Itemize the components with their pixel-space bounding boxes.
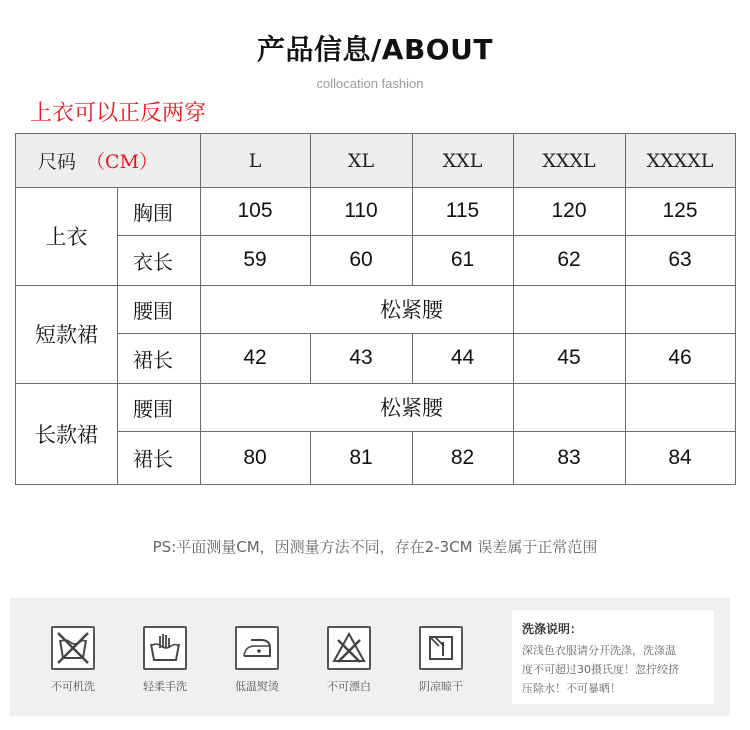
size-header-cell <box>16 134 200 187</box>
value-cell: 82 <box>450 445 475 469</box>
row-label-length: 衣长 <box>133 249 173 274</box>
group-label-short-skirt: 短款裙 <box>35 323 98 347</box>
low-iron-icon <box>235 626 279 670</box>
care-label: 阴凉晾干 <box>419 680 463 693</box>
size-col-xl: XL <box>347 149 375 172</box>
value-cell: 45 <box>557 346 581 369</box>
row-label-skirt-length: 裙长 <box>133 347 173 372</box>
wash-instructions-line: 度不可超过30摄氏度！忽拧绞挤 <box>522 663 679 676</box>
value-cell: 125 <box>662 199 698 222</box>
care-item-low-iron <box>222 626 292 694</box>
value-cell: 115 <box>445 199 480 222</box>
value-cell: 43 <box>349 346 373 369</box>
page-title: 产品信息/ABOUT <box>257 33 493 66</box>
group-label-long-skirt: 长款裙 <box>35 422 98 447</box>
no-machine-wash-icon <box>51 626 95 670</box>
value-cell: 60 <box>349 248 373 271</box>
wash-instructions-text <box>522 641 704 698</box>
group-label-top: 上衣 <box>45 225 88 249</box>
care-item-shade-dry <box>406 626 476 694</box>
value-cell: 44 <box>450 346 475 369</box>
care-item-no-machine-wash <box>38 626 108 694</box>
wash-instructions-box <box>512 610 714 704</box>
no-bleach-icon <box>327 626 371 670</box>
care-panel <box>10 598 730 716</box>
wash-instructions-line: 深浅色衣服请分开洗涤，洗涤温 <box>522 644 676 657</box>
care-label: 不可漂白 <box>327 680 371 693</box>
hand-wash-icon <box>143 626 187 670</box>
row-label-waist: 腰围 <box>133 298 173 323</box>
size-col-xxxxl: XXXXL <box>646 149 714 172</box>
value-cell: 83 <box>557 445 581 469</box>
row-label-skirt-length: 裙长 <box>133 447 173 471</box>
value-cell: 84 <box>668 445 692 469</box>
care-label: 不可机洗 <box>51 680 95 693</box>
size-table <box>15 133 736 485</box>
value-cell: 110 <box>344 199 378 222</box>
wash-instructions-title: 洗涤说明： <box>522 622 583 636</box>
value-cell: 63 <box>668 248 692 271</box>
value-cell: 61 <box>450 248 475 271</box>
row-label-chest: 胸围 <box>133 200 173 225</box>
size-col-xxl: XXL <box>442 149 483 172</box>
merged-waist-cell: 松紧腰 <box>380 396 443 420</box>
value-cell: 42 <box>243 346 267 369</box>
measurement-note: PS:平面测量CM，因测量方法不同，存在2-3CM 误差属于正常范围 <box>152 538 598 556</box>
page-subtitle: collocation fashion <box>316 76 424 91</box>
value-cell: 105 <box>237 199 273 222</box>
size-col-xxxl: XXXL <box>542 149 596 172</box>
value-cell: 81 <box>349 445 373 469</box>
shade-dry-icon <box>419 626 463 670</box>
wash-instructions-line: 压除水！不可暴晒！ <box>522 682 621 695</box>
care-item-hand-wash <box>130 626 200 694</box>
care-label: 低温熨烫 <box>235 680 279 693</box>
care-label: 轻柔手洗 <box>143 680 187 693</box>
size-header-label: 尺码 <box>38 151 77 173</box>
value-cell: 120 <box>551 199 587 222</box>
value-cell: 62 <box>557 248 581 271</box>
value-cell: 46 <box>668 346 692 369</box>
value-cell: 59 <box>243 248 267 271</box>
reversible-note: 上衣可以正反两穿 <box>30 101 207 126</box>
merged-waist-cell: 松紧腰 <box>380 298 443 322</box>
value-cell: 80 <box>243 445 267 469</box>
row-label-waist: 腰围 <box>133 396 173 421</box>
size-col-l: L <box>248 149 262 172</box>
size-header-unit: （CM） <box>86 151 159 173</box>
care-item-no-bleach <box>314 626 384 694</box>
